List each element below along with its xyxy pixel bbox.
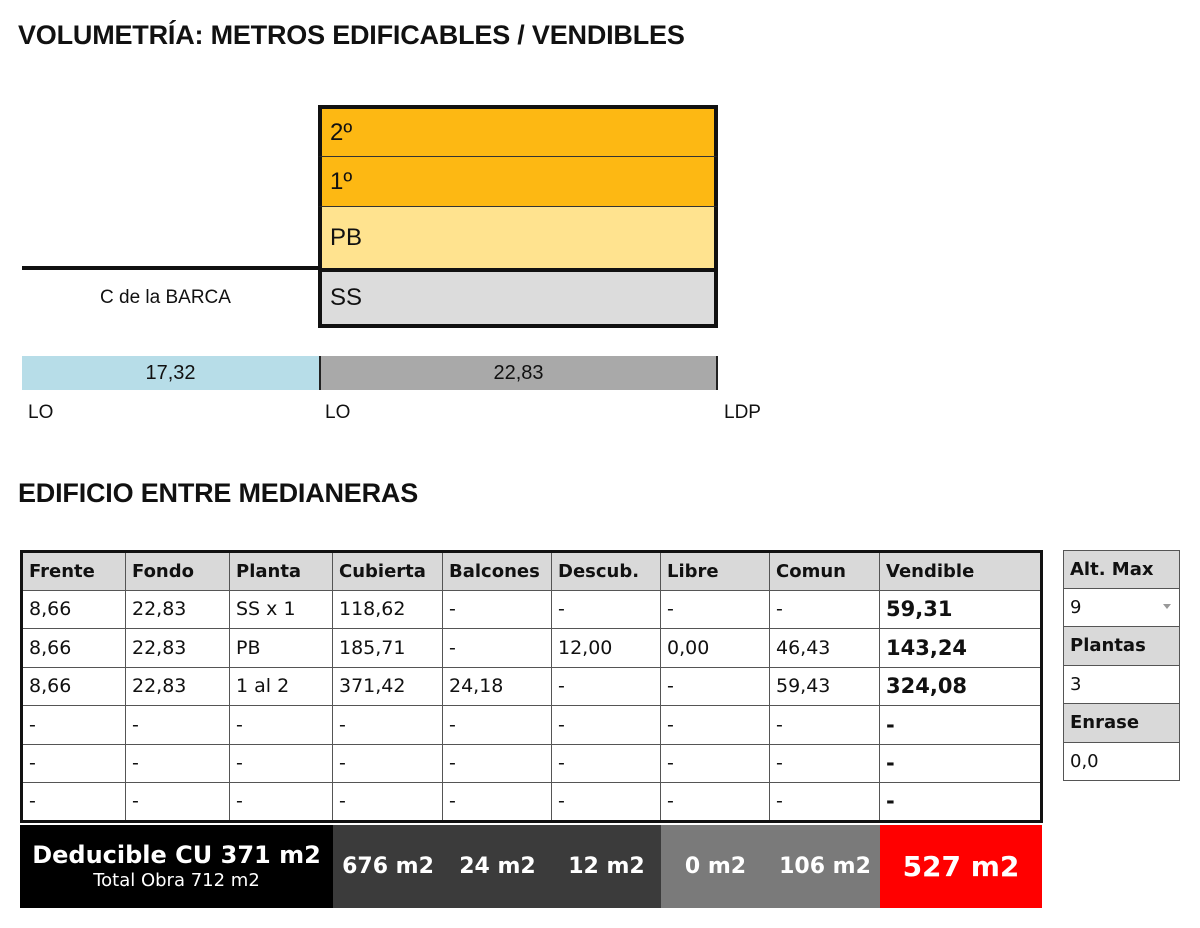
table-cell[interactable]: 8,66 — [22, 667, 126, 706]
table-cell[interactable]: - — [126, 706, 230, 745]
table-cell[interactable]: - — [333, 706, 443, 745]
table-header-row — [22, 552, 1042, 591]
table-cell[interactable]: - — [333, 783, 443, 822]
table-row — [22, 590, 1042, 629]
table-cell[interactable]: - — [661, 744, 770, 783]
table-cell[interactable]: - — [661, 706, 770, 745]
edificio-title: EDIFICIO ENTRE MEDIANERAS — [18, 478, 419, 508]
table-cell[interactable]: - — [126, 744, 230, 783]
table-cell[interactable]: - — [661, 667, 770, 706]
table-cell[interactable]: - — [770, 783, 880, 822]
parameters-panel — [1063, 550, 1180, 781]
table-cell[interactable]: - — [126, 783, 230, 822]
table-cell[interactable]: 22,83 — [126, 590, 230, 629]
table-cell[interactable]: - — [552, 706, 661, 745]
table-cell[interactable]: 1 al 2 — [230, 667, 333, 706]
table-cell[interactable]: - — [661, 783, 770, 822]
table-cell[interactable]: 12,00 — [552, 629, 661, 668]
table-cell[interactable]: - — [230, 783, 333, 822]
table-cell[interactable]: 46,43 — [770, 629, 880, 668]
header-frente: Frente — [22, 552, 126, 591]
line-label-lo-1: LO — [28, 402, 54, 423]
table-cell[interactable]: 0,00 — [661, 629, 770, 668]
table-cell[interactable]: - — [770, 744, 880, 783]
enrase-label: Enrase — [1063, 704, 1180, 743]
dropdown-arrow-icon[interactable] — [1163, 604, 1171, 609]
table-cell[interactable]: 24,18 — [443, 667, 552, 706]
table-cell[interactable]: - — [230, 706, 333, 745]
table-cell[interactable]: - — [230, 744, 333, 783]
table-cell[interactable]: - — [443, 590, 552, 629]
header-fondo: Fondo — [126, 552, 230, 591]
alt-max-value: 9 — [1070, 596, 1082, 618]
table-cell[interactable]: SS x 1 — [230, 590, 333, 629]
line-label-ldp: LDP — [724, 402, 761, 423]
table-cell[interactable]: - — [552, 590, 661, 629]
header-cubierta: Cubierta — [333, 552, 443, 591]
total-comun: 106 m2 — [770, 825, 880, 908]
header-balcones: Balcones — [443, 552, 552, 591]
vendible-cell[interactable]: 59,31 — [880, 590, 1042, 629]
table-cell[interactable]: - — [443, 629, 552, 668]
floor-ss: SS — [318, 268, 718, 328]
floor-1: 1º — [318, 157, 718, 207]
total-obra: Total Obra 712 m2 — [93, 870, 260, 892]
table-cell[interactable]: 8,66 — [22, 629, 126, 668]
total-vendible: 527 m2 — [880, 825, 1042, 908]
plantas-field[interactable]: 3 — [1063, 666, 1180, 705]
dimension-right: 22,83 — [319, 356, 718, 390]
vendible-cell[interactable]: - — [880, 744, 1042, 783]
table-cell[interactable]: 371,42 — [333, 667, 443, 706]
header-comun: Comun — [770, 552, 880, 591]
table-cell[interactable]: - — [661, 590, 770, 629]
total-balcones: 24 m2 — [443, 825, 552, 908]
vendible-cell[interactable]: - — [880, 783, 1042, 822]
totals-row — [20, 825, 1042, 908]
table-cell[interactable]: 22,83 — [126, 629, 230, 668]
header-libre: Libre — [661, 552, 770, 591]
vendible-cell[interactable]: 324,08 — [880, 667, 1042, 706]
deducible-cu: Deducible CU 371 m2 — [32, 841, 321, 870]
table-cell[interactable]: - — [443, 706, 552, 745]
dimension-left: 17,32 — [22, 356, 319, 390]
table-cell[interactable]: - — [22, 744, 126, 783]
floor-2: 2º — [318, 105, 718, 157]
volumetria-title: VOLUMETRÍA: METROS EDIFICABLES / VENDIBLES — [18, 20, 685, 50]
table-cell[interactable]: PB — [230, 629, 333, 668]
total-descub: 12 m2 — [552, 825, 661, 908]
alt-max-label: Alt. Max — [1063, 550, 1180, 589]
vendible-cell[interactable]: - — [880, 706, 1042, 745]
total-cubierta: 676 m2 — [333, 825, 443, 908]
table-cell[interactable]: 22,83 — [126, 667, 230, 706]
volumetry-table — [20, 550, 1043, 823]
table-row — [22, 783, 1042, 822]
table-cell[interactable]: - — [443, 783, 552, 822]
table-cell[interactable]: 8,66 — [22, 590, 126, 629]
table-row — [22, 667, 1042, 706]
floor-pb: PB — [318, 207, 718, 268]
plantas-label: Plantas — [1063, 627, 1180, 666]
line-label-lo-2: LO — [325, 402, 351, 423]
vendible-cell[interactable]: 143,24 — [880, 629, 1042, 668]
table-cell[interactable]: - — [552, 667, 661, 706]
street-label: C de la BARCA — [100, 287, 231, 308]
table-cell[interactable]: - — [333, 744, 443, 783]
table-cell[interactable]: - — [443, 744, 552, 783]
ground-line — [22, 266, 320, 270]
enrase-field[interactable]: 0,0 — [1063, 743, 1180, 782]
alt-max-select[interactable] — [1063, 589, 1180, 628]
table-row — [22, 629, 1042, 668]
header-vendible: Vendible — [880, 552, 1042, 591]
header-planta: Planta — [230, 552, 333, 591]
table-cell[interactable]: - — [22, 783, 126, 822]
total-libre: 0 m2 — [661, 825, 770, 908]
table-cell[interactable]: 185,71 — [333, 629, 443, 668]
table-row — [22, 744, 1042, 783]
table-cell[interactable]: - — [770, 590, 880, 629]
table-row — [22, 706, 1042, 745]
table-cell[interactable]: - — [552, 783, 661, 822]
table-cell[interactable]: - — [552, 744, 661, 783]
table-cell[interactable]: - — [22, 706, 126, 745]
table-cell[interactable]: 118,62 — [333, 590, 443, 629]
header-descub: Descub. — [552, 552, 661, 591]
table-cell[interactable]: 59,43 — [770, 667, 880, 706]
table-cell[interactable]: - — [770, 706, 880, 745]
total-deducible-cell — [20, 825, 333, 908]
